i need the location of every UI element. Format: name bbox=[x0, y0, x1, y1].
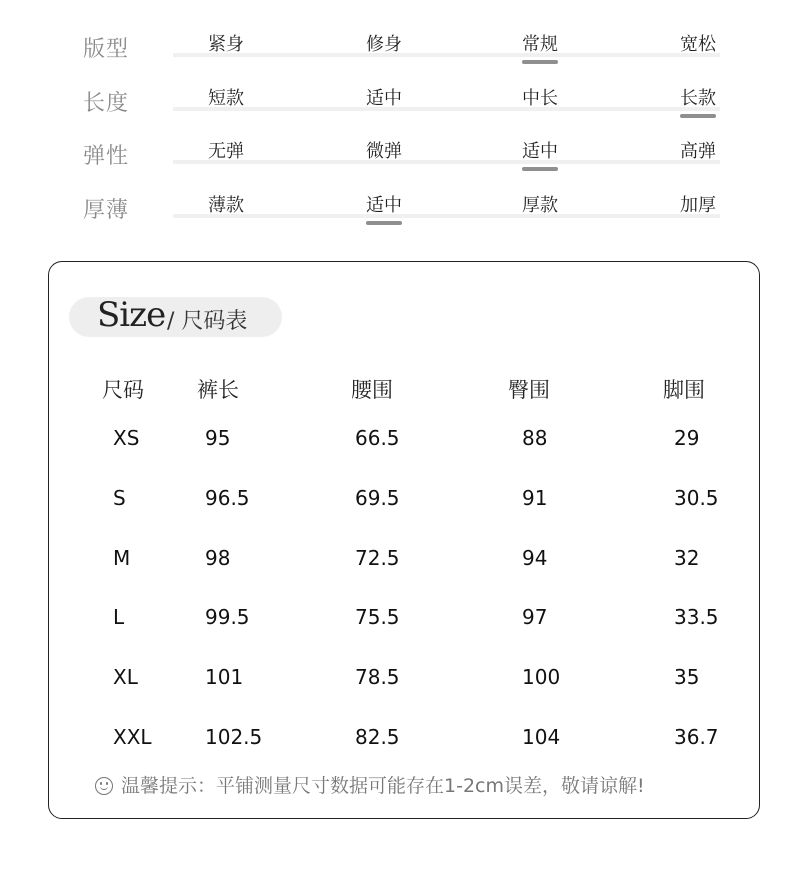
table-header: 腰围 bbox=[351, 378, 393, 402]
attribute-track bbox=[173, 53, 720, 57]
attribute-option: 微弹 bbox=[366, 141, 402, 162]
attribute-track bbox=[173, 214, 720, 218]
badge-subtitle: / 尺码表 bbox=[167, 309, 248, 334]
attribute-option: 短款 bbox=[208, 88, 244, 109]
table-cell: 98 bbox=[205, 545, 231, 570]
table-header: 裤长 bbox=[197, 378, 239, 402]
table-cell: 78.5 bbox=[355, 665, 400, 690]
attribute-label: 版型 bbox=[83, 37, 130, 62]
table-cell: 102.5 bbox=[205, 725, 263, 749]
attribute-option: 紧身 bbox=[208, 34, 244, 55]
size-label-cell: S bbox=[113, 485, 126, 510]
attribute-option: 修身 bbox=[366, 34, 402, 55]
table-cell: 33.5 bbox=[674, 605, 719, 630]
attribute-option-selected: 常规 bbox=[522, 30, 558, 56]
table-cell: 66.5 bbox=[355, 426, 400, 450]
attribute-option: 中长 bbox=[522, 88, 558, 109]
table-cell: 32 bbox=[674, 545, 700, 570]
attribute-row bbox=[0, 10, 790, 64]
table-cell: 88 bbox=[522, 426, 548, 450]
table-cell: 101 bbox=[205, 665, 244, 690]
attribute-option: 薄款 bbox=[208, 195, 244, 216]
tip-text bbox=[95, 771, 645, 798]
table-cell: 72.5 bbox=[355, 545, 400, 570]
attribute-track bbox=[173, 107, 720, 111]
table-cell: 104 bbox=[522, 725, 561, 749]
table-header: 臀围 bbox=[508, 378, 550, 402]
badge-title: Size bbox=[97, 295, 166, 335]
size-label-cell: L bbox=[113, 605, 125, 630]
size-chart-card bbox=[48, 261, 760, 819]
attribute-row bbox=[0, 171, 790, 225]
attribute-option: 高弹 bbox=[680, 141, 716, 162]
table-cell: 95 bbox=[205, 426, 231, 450]
table-cell: 36.7 bbox=[674, 725, 719, 749]
tip-label: 温馨提示：平铺测量尺寸数据可能存在1-2cm误差，敬请谅解! bbox=[121, 775, 645, 797]
table-cell: 96.5 bbox=[205, 485, 250, 510]
attribute-label: 厚薄 bbox=[83, 198, 130, 223]
table-cell: 91 bbox=[522, 485, 548, 510]
attribute-option: 适中 bbox=[366, 88, 402, 109]
table-cell: 35 bbox=[674, 665, 700, 690]
table-cell: 29 bbox=[674, 426, 700, 450]
attribute-option: 加厚 bbox=[680, 195, 716, 216]
size-label-cell: XXL bbox=[113, 725, 152, 749]
attribute-option-selected: 长款 bbox=[680, 84, 716, 110]
attribute-track bbox=[173, 160, 720, 164]
table-cell: 97 bbox=[522, 605, 548, 630]
attribute-label: 弹性 bbox=[83, 144, 130, 169]
table-cell: 69.5 bbox=[355, 485, 400, 510]
size-label-cell: XS bbox=[113, 426, 140, 450]
attribute-row bbox=[0, 64, 790, 118]
table-cell: 82.5 bbox=[355, 725, 400, 749]
attribute-option-selected: 适中 bbox=[522, 137, 558, 163]
attribute-row bbox=[0, 117, 790, 171]
table-cell: 94 bbox=[522, 545, 548, 570]
table-cell: 75.5 bbox=[355, 605, 400, 630]
table-cell: 100 bbox=[522, 665, 561, 690]
table-cell: 30.5 bbox=[674, 485, 719, 510]
attribute-option: 厚款 bbox=[522, 195, 558, 216]
smiley-icon bbox=[95, 777, 113, 795]
attribute-option: 宽松 bbox=[680, 34, 716, 55]
attribute-option: 无弹 bbox=[208, 141, 244, 162]
attribute-option-selected: 适中 bbox=[366, 191, 402, 217]
table-header: 尺码 bbox=[102, 378, 144, 402]
table-header: 脚围 bbox=[663, 378, 705, 402]
table-cell: 99.5 bbox=[205, 605, 250, 630]
size-label-cell: XL bbox=[113, 665, 138, 690]
attribute-label: 长度 bbox=[83, 91, 130, 116]
size-chart-badge bbox=[69, 297, 282, 337]
size-label-cell: M bbox=[113, 545, 131, 570]
